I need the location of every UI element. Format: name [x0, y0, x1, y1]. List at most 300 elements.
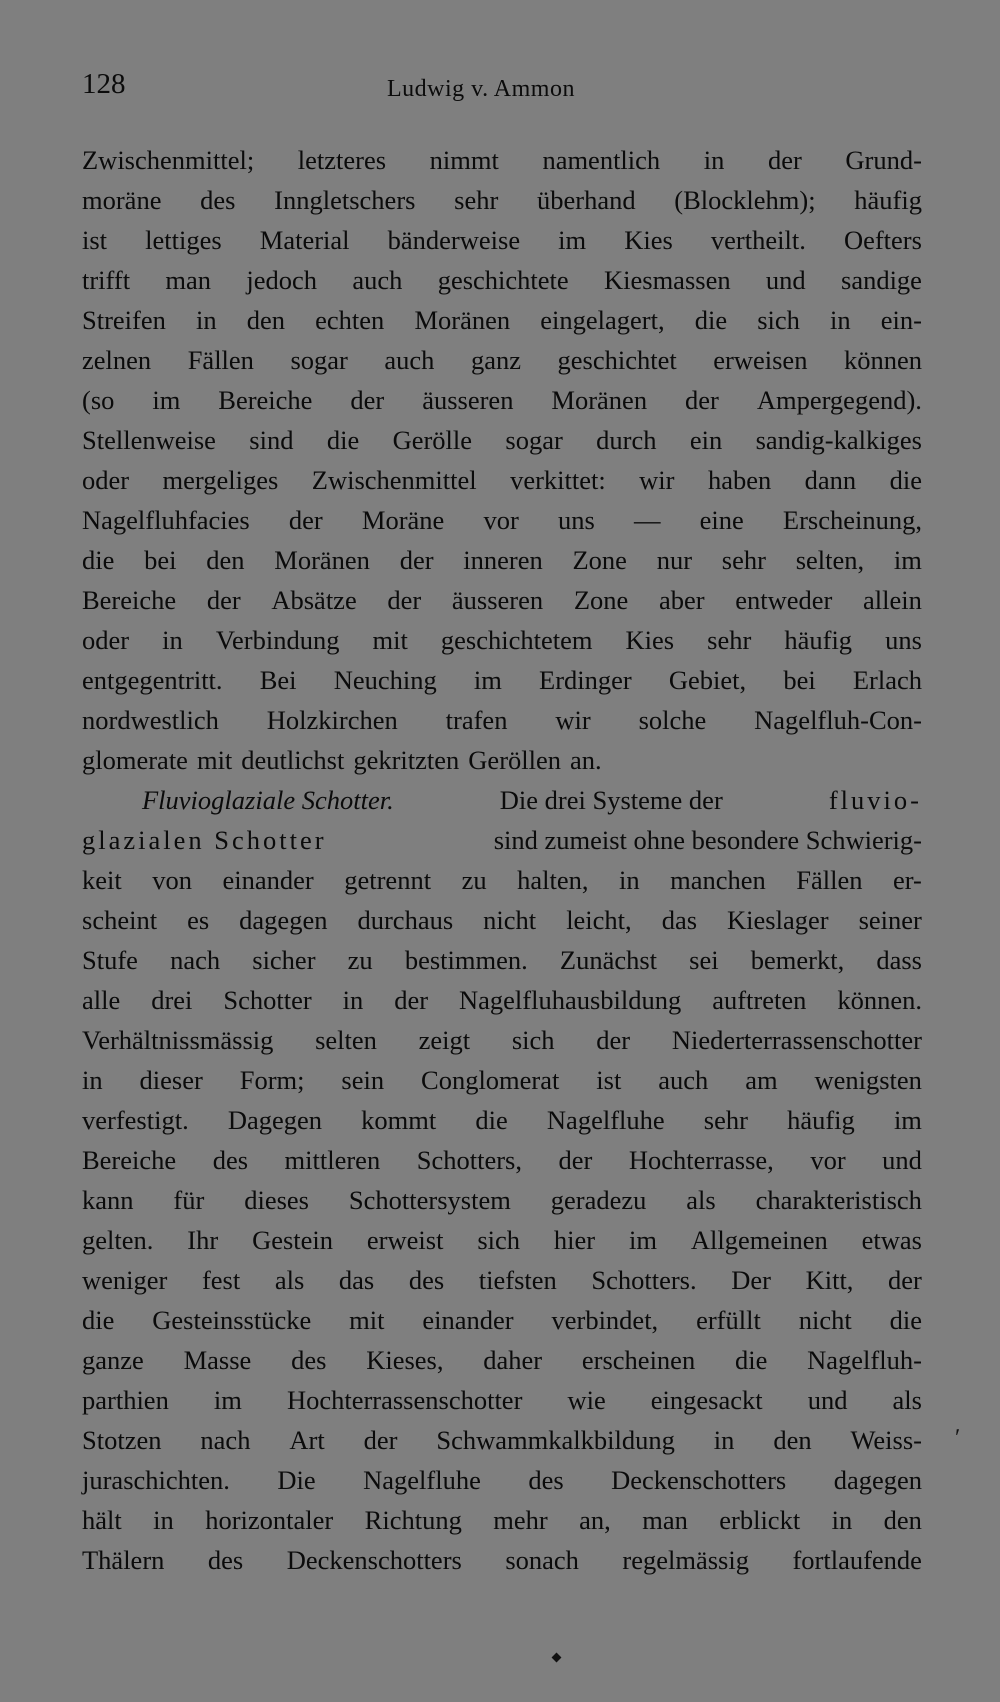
text-word: Hochterrasse,: [628, 1144, 774, 1175]
text-word: Geröllen: [468, 744, 562, 775]
text-word: Inngletschers: [274, 184, 416, 215]
text-word: als: [274, 1264, 305, 1295]
text-word: oder: [82, 624, 130, 655]
p1-line: [82, 740, 922, 780]
text-word: Kiesmassen: [604, 264, 731, 295]
text-word: Deckenschotters: [611, 1464, 787, 1495]
paragraph-2-first-line-text: Die drei Systeme der: [499, 784, 723, 815]
text-word: des: [200, 184, 236, 215]
text-word: Kies: [625, 624, 675, 655]
text-word: den: [206, 544, 245, 575]
text-word: regelmässig: [622, 1544, 749, 1575]
text-word: Kieses,: [366, 1344, 444, 1375]
text-word: nicht: [483, 904, 537, 935]
text-word: allein: [863, 584, 922, 615]
text-word: Conglomerat: [421, 1064, 560, 1095]
text-word: Gesteinsstücke: [152, 1304, 312, 1335]
text-word: die: [694, 304, 728, 335]
p2-line: [82, 1100, 922, 1140]
text-word: für: [173, 1184, 205, 1215]
text-word: Schotters,: [416, 1144, 522, 1175]
text-word: Zwischenmittel;: [82, 144, 255, 175]
text-word: mehr: [493, 1504, 548, 1535]
text-word: Ampergegend).: [756, 384, 922, 415]
text-word: mergeliges: [162, 464, 279, 495]
text-word: Nagelfluhe: [546, 1104, 665, 1135]
text-word: sehr: [703, 1104, 748, 1135]
text-word: mit: [196, 744, 233, 775]
text-word: Kitt,: [805, 1264, 854, 1295]
p1-line: [82, 700, 922, 740]
p2-line: [82, 1460, 922, 1500]
text-word: Schottersystem: [348, 1184, 511, 1215]
text-word: Absätze: [271, 584, 357, 615]
text-word: Erscheinung,: [782, 504, 922, 535]
text-word: Schotters.: [591, 1264, 697, 1295]
text-word: der: [387, 584, 422, 615]
text-word: nur: [656, 544, 693, 575]
text-word: dagegen: [833, 1464, 922, 1495]
text-word: in: [196, 304, 217, 335]
text-word: mit: [372, 624, 408, 655]
text-word: Nagelfluhfacies: [82, 504, 250, 535]
text-word: Bereiche: [218, 384, 313, 415]
text-word: sogar: [505, 424, 563, 455]
p1-line: [82, 540, 922, 580]
text-word: bei: [783, 664, 816, 695]
text-word: Bereiche: [82, 1144, 177, 1175]
paragraph-1: [82, 140, 922, 780]
text-word: man: [165, 264, 212, 295]
text-word: sehr: [721, 544, 766, 575]
text-word: selten: [315, 1024, 377, 1055]
text-word: tiefsten: [478, 1264, 557, 1295]
p2-line: [82, 980, 922, 1020]
text-word: keit: [82, 864, 122, 895]
text-word: Verhältnissmässig: [82, 1024, 274, 1055]
text-word: moräne: [82, 184, 162, 215]
text-word: alle: [82, 984, 121, 1015]
text-word: vor: [810, 1144, 846, 1175]
text-word: nimmt: [429, 144, 499, 175]
text-word: haben: [707, 464, 772, 495]
footer-mark: [552, 1653, 562, 1663]
p1-line: [82, 460, 922, 500]
text-word: Schotter: [223, 984, 312, 1015]
text-word: sind: [249, 424, 294, 455]
text-word: Gebiet,: [668, 664, 747, 695]
text-word: echten: [315, 304, 385, 335]
text-word: Deckenschotters: [286, 1544, 462, 1575]
p2-line: [82, 1060, 922, 1100]
paragraph-2-second-line: [82, 820, 922, 860]
p2-line: [82, 1540, 922, 1580]
text-word: trifft: [82, 264, 131, 295]
text-word: zeigt: [418, 1024, 471, 1055]
text-word: dass: [876, 944, 922, 975]
text-word: Gerölle: [392, 424, 473, 455]
text-word: charakteristisch: [755, 1184, 922, 1215]
text-word: Oefters: [843, 224, 922, 255]
text-word: Niederterrassenschotter: [671, 1024, 922, 1055]
text-word: Stellenweise: [82, 424, 216, 455]
text-word: Nagelfluh-Con-: [754, 704, 922, 735]
text-word: Bereiche: [82, 584, 177, 615]
text-word: in: [713, 1424, 735, 1455]
text-word: Die: [277, 1464, 316, 1495]
text-word: der: [288, 504, 323, 535]
p2-line: [82, 1020, 922, 1060]
text-word: Moränen: [551, 384, 648, 415]
text-word: Erdinger: [539, 664, 632, 695]
p2-line: [82, 940, 922, 980]
text-word: im: [213, 1384, 242, 1415]
text-word: sehr: [454, 184, 499, 215]
text-word: im: [473, 664, 502, 695]
spaced-term-fluvio: fluvio-: [828, 784, 922, 815]
p2-line: [82, 1220, 922, 1260]
text-word: hier: [553, 1224, 596, 1255]
text-word: des: [212, 1144, 249, 1175]
text-word: Allgemeinen: [690, 1224, 828, 1255]
p1-line: [82, 580, 922, 620]
text-word: des: [207, 1544, 244, 1575]
page-number: 128: [82, 68, 126, 100]
spaced-term-schotter: glazialen Schotter: [82, 824, 327, 855]
text-word: sogar: [290, 344, 348, 375]
text-word: auch: [658, 1064, 709, 1095]
text-word: äusseren: [451, 584, 544, 615]
text-word: die: [889, 464, 922, 495]
text-word: in: [831, 1504, 853, 1535]
text-word: —: [633, 504, 661, 535]
text-word: und: [882, 1144, 922, 1175]
text-word: den: [246, 304, 286, 335]
body-text: [82, 140, 922, 1580]
text-word: im: [152, 384, 181, 415]
text-word: Ihr: [187, 1224, 219, 1255]
text-word: können.: [837, 984, 922, 1015]
text-word: mit: [349, 1304, 385, 1335]
text-word: Moränen: [414, 304, 511, 335]
text-word: dieses: [244, 1184, 309, 1215]
text-word: und: [765, 264, 806, 295]
text-word: glomerate: [82, 744, 188, 775]
p2-line: [82, 1380, 922, 1420]
text-word: dann: [804, 464, 857, 495]
text-word: weniger: [82, 1264, 168, 1295]
text-word: die: [734, 1344, 768, 1375]
text-word: nicht: [798, 1304, 852, 1335]
text-word: erweist: [366, 1224, 444, 1255]
p1-line: [82, 140, 922, 180]
p1-line: [82, 380, 922, 420]
text-word: die: [475, 1104, 508, 1135]
text-word: erblickt: [719, 1504, 801, 1535]
text-word: verbindet,: [551, 1304, 659, 1335]
text-word: sich: [511, 1024, 555, 1055]
text-word: Nagelfluh-: [807, 1344, 922, 1375]
text-word: Bei: [259, 664, 297, 695]
text-word: häufig: [854, 184, 922, 215]
text-word: Kieslager: [727, 904, 829, 935]
text-word: Stotzen: [82, 1424, 162, 1455]
text-word: etwas: [861, 1224, 922, 1255]
text-word: der: [394, 984, 429, 1015]
text-word: in: [830, 304, 851, 335]
text-word: (so: [82, 384, 115, 415]
p1-line: [82, 300, 922, 340]
text-word: in: [703, 144, 725, 175]
p1-line: [82, 260, 922, 300]
text-word: Erlach: [852, 664, 922, 695]
text-word: Zunächst: [559, 944, 658, 975]
p2-line: [82, 1300, 922, 1340]
text-word: bänderweise: [387, 224, 521, 255]
p1-line: [82, 620, 922, 660]
text-word: nordwestlich: [82, 704, 219, 735]
text-word: kommt: [361, 1104, 437, 1135]
text-word: jedoch: [246, 264, 318, 295]
text-word: Holzkirchen: [266, 704, 398, 735]
text-word: in: [162, 624, 183, 655]
text-word: Nagelfluhe: [363, 1464, 481, 1495]
p2-line: [82, 1420, 922, 1460]
page-header: [82, 70, 922, 110]
text-word: die: [82, 1304, 115, 1335]
p2-line: [82, 1140, 922, 1180]
text-word: der: [350, 384, 385, 415]
text-word: sich: [757, 304, 800, 335]
margin-mark: ʹ: [955, 1425, 961, 1451]
text-word: auch: [352, 264, 403, 295]
text-word: wir: [555, 704, 591, 735]
text-word: auftreten: [712, 984, 807, 1015]
p2-line: [82, 900, 922, 940]
text-word: nach: [170, 944, 221, 975]
text-word: wir: [639, 464, 675, 495]
text-word: sicher: [252, 944, 316, 975]
section-heading: Fluvioglaziale Schotter.: [142, 784, 394, 815]
text-word: die: [889, 1304, 922, 1335]
text-word: erweisen: [713, 344, 808, 375]
paragraph-2-second-line-text: sind zumeist ohne besondere Schwierig-: [493, 824, 922, 855]
text-word: als: [892, 1384, 922, 1415]
text-word: Hochterrassenschotter: [286, 1384, 523, 1415]
text-word: sei: [689, 944, 719, 975]
text-word: deutlichst: [241, 744, 345, 775]
p2-line: [82, 1180, 922, 1220]
text-word: Neuching: [333, 664, 437, 695]
text-word: Moränen: [274, 544, 370, 575]
text-word: im: [893, 1104, 922, 1135]
text-word: letzteres: [297, 144, 387, 175]
text-word: eingelagert,: [540, 304, 665, 335]
text-word: Stufe: [82, 944, 138, 975]
text-word: vertheilt.: [710, 224, 806, 255]
text-word: durch: [596, 424, 657, 455]
text-word: einander: [222, 864, 314, 895]
text-word: Masse: [183, 1344, 252, 1375]
text-word: Gestein: [252, 1224, 334, 1255]
text-word: Zone: [572, 544, 627, 575]
text-word: im: [893, 544, 922, 575]
text-word: Richtung: [364, 1504, 462, 1535]
text-word: Der: [731, 1264, 771, 1295]
text-word: geschichtete: [437, 264, 569, 295]
text-word: zelnen: [82, 344, 152, 375]
text-word: eingesackt: [650, 1384, 763, 1415]
text-word: kann: [82, 1184, 134, 1215]
text-word: wenigsten: [814, 1064, 922, 1095]
text-word: Kies: [624, 224, 673, 255]
text-word: halten,: [517, 864, 589, 895]
text-word: Art: [289, 1424, 325, 1455]
text-word: inneren: [463, 544, 543, 575]
text-word: juraschichten.: [82, 1464, 230, 1495]
text-word: sonach: [505, 1544, 579, 1575]
text-word: das: [338, 1264, 375, 1295]
text-word: namentlich: [542, 144, 661, 175]
text-word: oder: [82, 464, 130, 495]
text-word: sehr: [707, 624, 752, 655]
p2-line: [82, 860, 922, 900]
p1-line: [82, 340, 922, 380]
text-word: können: [843, 344, 922, 375]
text-word: Schwammkalkbildung: [436, 1424, 675, 1455]
text-word: in: [618, 864, 640, 895]
p1-line: [82, 220, 922, 260]
text-word: die: [326, 424, 360, 455]
text-word: horizontaler: [205, 1504, 334, 1535]
text-word: sein: [341, 1064, 385, 1095]
text-word: sandig-kalkiges: [755, 424, 922, 455]
p1-line: [82, 500, 922, 540]
text-word: fest: [201, 1264, 241, 1295]
text-word: durchaus: [357, 904, 454, 935]
text-word: Verbindung: [215, 624, 340, 655]
text-word: in: [153, 1504, 174, 1535]
text-word: drei: [151, 984, 193, 1015]
text-word: entgegentritt.: [82, 664, 223, 695]
text-word: verkittet:: [510, 464, 606, 495]
text-word: den: [883, 1504, 922, 1535]
text-word: Material: [259, 224, 350, 255]
text-word: Nagelfluhausbildung: [459, 984, 682, 1015]
text-word: zu: [461, 864, 487, 895]
text-word: der: [206, 584, 241, 615]
p1-line: [82, 420, 922, 460]
text-word: hält: [82, 1504, 122, 1535]
text-word: wie: [567, 1384, 606, 1415]
text-word: das: [661, 904, 698, 935]
text-word: ein: [689, 424, 723, 455]
text-word: Moräne: [361, 504, 445, 535]
text-word: Zwischenmittel: [311, 464, 477, 495]
text-word: er-: [892, 864, 922, 895]
text-word: bemerkt,: [750, 944, 845, 975]
text-word: ist: [82, 224, 108, 255]
text-word: nach: [200, 1424, 251, 1455]
text-word: uns: [557, 504, 595, 535]
text-word: als: [686, 1184, 716, 1215]
text-word: verfestigt.: [82, 1104, 189, 1135]
text-word: Form;: [239, 1064, 305, 1095]
text-word: ganze: [82, 1344, 144, 1375]
text-word: in: [342, 984, 364, 1015]
text-word: im: [558, 224, 587, 255]
text-word: bestimmen.: [404, 944, 528, 975]
text-word: geschichtet: [557, 344, 677, 375]
text-word: seiner: [858, 904, 922, 935]
text-word: sich: [477, 1224, 521, 1255]
text-word: der: [558, 1144, 593, 1175]
text-word: fortlaufende: [792, 1544, 922, 1575]
text-word: zu: [347, 944, 373, 975]
text-word: der: [596, 1024, 631, 1055]
text-word: des: [408, 1264, 445, 1295]
text-word: Dagegen: [227, 1104, 323, 1135]
p1-line: [82, 660, 922, 700]
text-word: Weiss-: [850, 1424, 922, 1455]
text-word: vor: [483, 504, 519, 535]
text-word: der: [685, 384, 719, 415]
text-word: der: [363, 1424, 398, 1455]
text-word: an.: [570, 744, 602, 775]
text-word: (Blocklehm);: [674, 184, 816, 215]
text-word: uns: [885, 624, 922, 655]
text-word: Fällen: [796, 864, 863, 895]
text-word: des: [291, 1344, 327, 1375]
running-head: Ludwig v. Ammon: [387, 76, 575, 102]
text-word: gelten.: [82, 1224, 154, 1255]
text-word: am: [745, 1064, 778, 1095]
text-word: parthien: [82, 1384, 169, 1415]
text-word: an,: [579, 1504, 611, 1535]
text-word: von: [152, 864, 192, 895]
text-word: des: [528, 1464, 564, 1495]
paragraph-2-first-line: [82, 780, 922, 820]
text-word: Zone: [573, 584, 629, 615]
text-word: selten,: [795, 544, 865, 575]
text-word: scheint: [82, 904, 158, 935]
text-word: auch: [384, 344, 435, 375]
text-word: eine: [699, 504, 744, 535]
text-word: gekritzten: [353, 744, 460, 775]
text-word: lettiges: [145, 224, 222, 255]
p2-line: [82, 1500, 922, 1540]
text-word: Thälern: [82, 1544, 165, 1575]
text-word: ganz: [470, 344, 521, 375]
text-word: der: [888, 1264, 922, 1295]
text-word: ein-: [880, 304, 922, 335]
text-word: ist: [596, 1064, 622, 1095]
text-word: leicht,: [566, 904, 632, 935]
text-word: manchen: [670, 864, 766, 895]
text-word: dieser: [139, 1064, 203, 1095]
text-word: man: [642, 1504, 688, 1535]
p2-line: [82, 1260, 922, 1300]
text-word: Fällen: [187, 344, 254, 375]
text-word: geradezu: [550, 1184, 647, 1215]
p1-line: [82, 180, 922, 220]
text-word: der: [399, 544, 434, 575]
text-word: aber: [658, 584, 705, 615]
text-word: äusseren: [422, 384, 514, 415]
p2-line: [82, 1340, 922, 1380]
text-word: Grund-: [845, 144, 922, 175]
text-word: solche: [638, 704, 707, 735]
